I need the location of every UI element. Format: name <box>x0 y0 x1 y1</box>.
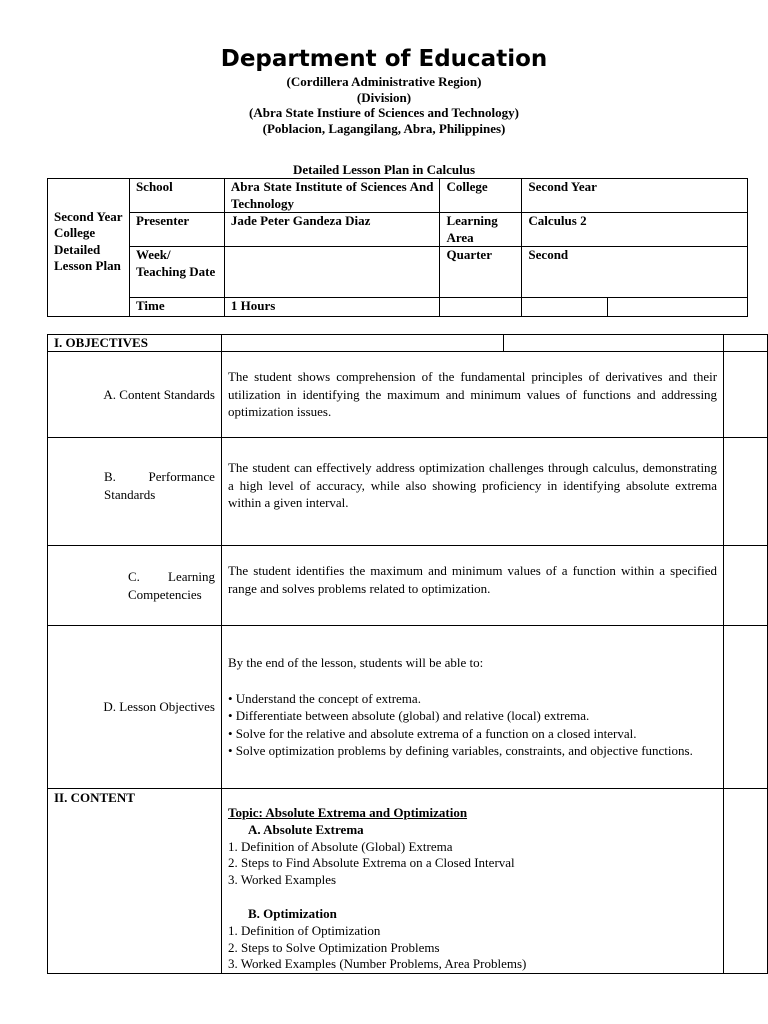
performance-standards-extra <box>724 438 768 546</box>
section-b-list <box>228 923 717 973</box>
content-standards-text: The student shows comprehension of the fundamental principles of derivatives and their utilization in identifying the maximum and minimum values of functions and addressing optimization issues. <box>221 352 723 438</box>
learning-competencies-text: The student identifies the maximum and minimum values of a function within a specified range and solves problems related to optimization. <box>221 546 723 626</box>
college-value: Second Year <box>522 179 748 213</box>
content-topic-cell <box>221 789 723 974</box>
learning-area-label: Learning Area <box>440 213 522 247</box>
list-item: 2. Steps to Solve Optimization Problems <box>227 939 440 955</box>
section-b-title: B. Optimization <box>247 905 337 921</box>
objectives-empty-2 <box>504 335 724 352</box>
college-label: College <box>440 179 522 213</box>
list-item: 3. Worked Examples <box>227 872 337 888</box>
list-item: 3. Worked Examples (Number Problems, Area Problems) <box>227 956 527 972</box>
time-empty-2 <box>522 298 608 317</box>
quarter-label: Quarter <box>440 247 522 298</box>
address-line: (Poblacion, Lagangilang, Abra, Philippines) <box>262 121 506 136</box>
region-line: (Cordillera Administrative Region) <box>286 74 482 89</box>
lesson-objectives-intro: By the end of the lesson, students will be able to: <box>227 655 484 671</box>
objectives-empty-3 <box>724 335 768 352</box>
performance-standards-label <box>48 438 222 546</box>
time-label: Time <box>129 298 224 317</box>
content-heading: II. CONTENT <box>48 789 222 974</box>
time-empty-3 <box>608 298 748 317</box>
table-caption: Detailed Lesson Plan in Calculus <box>292 162 476 177</box>
performance-standards-text: The student can effectively address optimization challenges through calculus, demonstrating a high level of accuracy, while also showing proficiency in identifying absolute extrema within a given interval. <box>221 438 723 546</box>
learning-competencies-label <box>48 546 222 626</box>
learning-competencies-extra <box>724 546 768 626</box>
school-label: School <box>129 179 224 213</box>
school-value: Abra State Institute of Sciences And Technology <box>224 179 440 213</box>
document-title: Department of Education <box>220 46 548 72</box>
time-empty-1 <box>440 298 522 317</box>
quarter-value: Second <box>522 247 748 298</box>
week-label: Week/ Teaching Date <box>129 247 224 298</box>
lesson-info-table <box>47 178 748 317</box>
objectives-table <box>47 334 768 974</box>
side-label: Second Year College Detailed Lesson Plan <box>48 179 130 317</box>
section-a-list <box>228 839 717 889</box>
performance-label-line: B. Performance Standards <box>104 469 215 502</box>
content-standards-label: A. Content Standards <box>48 352 222 438</box>
lesson-objectives-label: D. Lesson Objectives <box>48 626 222 789</box>
institution-line: (Abra State Instiure of Sciences and Technology) <box>249 105 519 120</box>
content-extra <box>724 789 768 974</box>
list-item: 1. Definition of Optimization <box>227 922 381 938</box>
topic-title: Topic: Absolute Extrema and Optimization <box>227 805 468 820</box>
competencies-label-line: C. Learning Competencies <box>128 569 215 602</box>
objectives-empty-1 <box>221 335 503 352</box>
list-item: • Solve for the relative and absolute extrema of a function on a closed interval. <box>227 725 637 741</box>
content-standards-extra <box>724 352 768 438</box>
section-a-title: A. Absolute Extrema <box>247 821 364 837</box>
lesson-objectives-extra <box>724 626 768 789</box>
list-item: 1. Definition of Absolute (Global) Extrema <box>227 838 453 854</box>
objectives-heading: I. OBJECTIVES <box>48 335 222 352</box>
list-item: 2. Steps to Find Absolute Extrema on a Closed Interval <box>227 855 515 871</box>
time-value: 1 Hours <box>224 298 440 317</box>
list-item: • Differentiate between absolute (global) and relative (local) extrema. <box>227 708 590 724</box>
learning-area-value: Calculus 2 <box>522 213 748 247</box>
week-value <box>224 247 440 298</box>
presenter-value: Jade Peter Gandeza Diaz <box>224 213 440 247</box>
lesson-objectives-list <box>228 690 717 760</box>
list-item: • Understand the concept of extrema. <box>227 690 421 706</box>
division-line: (Division) <box>356 90 412 105</box>
lesson-objectives-text <box>221 626 723 789</box>
presenter-label: Presenter <box>129 213 224 247</box>
list-item: • Solve optimization problems by defining variables, constraints, and objective functions. <box>227 743 693 759</box>
